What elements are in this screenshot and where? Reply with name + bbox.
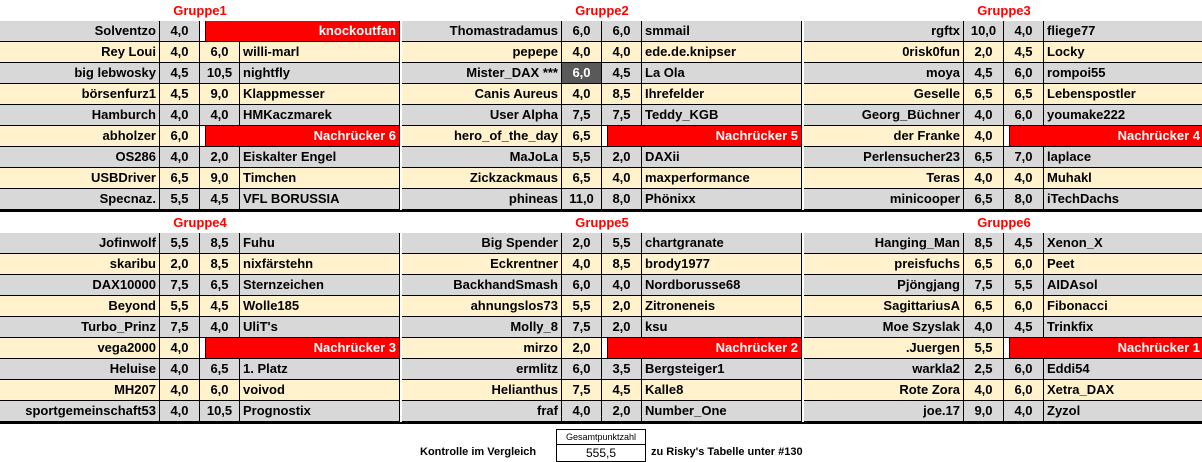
- player-name-left: minicooper: [804, 189, 964, 210]
- score-right: 4,5: [602, 380, 642, 401]
- score-left: 4,0: [160, 338, 200, 359]
- player-name-left: Heluise: [0, 359, 160, 380]
- player-name-left: SagittariusA: [804, 296, 964, 317]
- player-name-right: Prognostix: [240, 401, 400, 422]
- score-left: 5,5: [160, 233, 200, 254]
- score-left: 4,0: [160, 359, 200, 380]
- player-name-left: skaribu: [0, 254, 160, 275]
- score-left: 10,0: [964, 21, 1004, 42]
- score-left: 4,0: [562, 254, 602, 275]
- score-left: 9,0: [964, 401, 1004, 422]
- player-name-left: Teras: [804, 168, 964, 189]
- player-name-left: fraf: [402, 401, 562, 422]
- score-right: 4,0: [602, 168, 642, 189]
- player-name-right: ede.de.knipser: [642, 42, 802, 63]
- player-name-right: Muhakl: [1044, 168, 1202, 189]
- group-title: Gruppe1: [0, 0, 400, 21]
- player-name-left: Jofinwolf: [0, 233, 160, 254]
- score-right: 4,5: [1004, 42, 1044, 63]
- player-name-left: ahnungslos73: [402, 296, 562, 317]
- score-right: 5,5: [1004, 275, 1044, 296]
- player-name-left: MaJoLa: [402, 147, 562, 168]
- score-right: 8,5: [602, 84, 642, 105]
- score-left: 4,5: [160, 63, 200, 84]
- footer-note: zu Risky's Tabelle unter #130: [651, 446, 803, 458]
- group-title: Gruppe2: [402, 0, 802, 21]
- score-left: 4,0: [160, 401, 200, 422]
- score-left: 2,0: [562, 233, 602, 254]
- score-right: 2,0: [602, 147, 642, 168]
- player-name-left: USBDriver: [0, 168, 160, 189]
- player-name-left: DAX10000: [0, 275, 160, 296]
- substitute-label: Nachrücker 2: [608, 338, 802, 359]
- player-name-right: La Ola: [642, 63, 802, 84]
- player-name-right: Timchen: [240, 168, 400, 189]
- player-name-left: Canis Aureus: [402, 84, 562, 105]
- score-left: 6,5: [964, 296, 1004, 317]
- score-right: 6,0: [200, 42, 240, 63]
- player-name-right: Kalle8: [642, 380, 802, 401]
- player-name-left: Mister_DAX ***: [402, 63, 562, 84]
- score-left: 4,0: [964, 317, 1004, 338]
- score-left: 7,5: [160, 317, 200, 338]
- score-right: 7,5: [602, 105, 642, 126]
- score-left: 4,0: [562, 401, 602, 422]
- score-left: 6,0: [562, 21, 602, 42]
- score-right: 10,5: [200, 401, 240, 422]
- player-name-left: Thomastradamus: [402, 21, 562, 42]
- score-left: 4,5: [160, 84, 200, 105]
- player-name-right: Fibonacci: [1044, 296, 1202, 317]
- player-name-left: Zickzackmaus: [402, 168, 562, 189]
- player-name-right: nightfly: [240, 63, 400, 84]
- player-name-right: iTechDachs: [1044, 189, 1202, 210]
- score-right: 6,0: [1004, 296, 1044, 317]
- player-name-right: DAXii: [642, 147, 802, 168]
- score-right: 4,5: [602, 63, 642, 84]
- score-right: 4,0: [602, 42, 642, 63]
- score-left: 2,0: [160, 254, 200, 275]
- player-name-left: Turbo_Prinz: [0, 317, 160, 338]
- player-name-left: der Franke: [804, 126, 964, 147]
- player-name-right: maxperformance: [642, 168, 802, 189]
- player-name-left: abholzer: [0, 126, 160, 147]
- score-left: 6,5: [562, 126, 602, 147]
- player-name-left: 0risk0fun: [804, 42, 964, 63]
- score-right: 4,0: [1004, 401, 1044, 422]
- substitute-label: Nachrücker 6: [206, 126, 400, 147]
- player-name-left: Big Spender: [402, 233, 562, 254]
- score-right: 2,0: [602, 401, 642, 422]
- score-left: 7,5: [562, 105, 602, 126]
- player-name-left: rgftx: [804, 21, 964, 42]
- player-name-right: laplace: [1044, 147, 1202, 168]
- player-name-right: HMKaczmarek: [240, 105, 400, 126]
- player-name-left: MH207: [0, 380, 160, 401]
- score-right: 4,5: [1004, 233, 1044, 254]
- score-left: 6,5: [964, 147, 1004, 168]
- total-value: 555,5: [556, 444, 646, 462]
- score-right: 2,0: [602, 317, 642, 338]
- substitute-label: Nachrücker 3: [206, 338, 400, 359]
- player-name-left: Helianthus: [402, 380, 562, 401]
- player-name-left: ermlitz: [402, 359, 562, 380]
- player-name-left: Moe Szyslak: [804, 317, 964, 338]
- player-name-left: pepepe: [402, 42, 562, 63]
- player-name-left: Geselle: [804, 84, 964, 105]
- score-left: 4,0: [160, 42, 200, 63]
- score-left: 4,0: [160, 380, 200, 401]
- player-name-left: big lebwosky: [0, 63, 160, 84]
- player-name-right: Peet: [1044, 254, 1202, 275]
- player-name-right: voivod: [240, 380, 400, 401]
- score-right: 3,5: [602, 359, 642, 380]
- score-left: 4,5: [964, 63, 1004, 84]
- player-name-right: fliege77: [1044, 21, 1202, 42]
- player-name-left: Pjöngjang: [804, 275, 964, 296]
- player-name-right: Trinkfix: [1044, 317, 1202, 338]
- player-name-left: Georg_Büchner: [804, 105, 964, 126]
- player-name-right: Wolle185: [240, 296, 400, 317]
- score-left: 5,5: [562, 147, 602, 168]
- player-name-right: Xenon_X: [1044, 233, 1202, 254]
- total-header: Gesamtpunktzahl: [556, 429, 646, 445]
- group-title: Gruppe5: [402, 212, 802, 233]
- substitute-label: Nachrücker 1: [1010, 338, 1202, 359]
- player-name-right: nixfärstehn: [240, 254, 400, 275]
- score-left: 5,5: [160, 189, 200, 210]
- score-left: 2,0: [964, 42, 1004, 63]
- player-name-left: warkla2: [804, 359, 964, 380]
- score-left: 7,5: [562, 380, 602, 401]
- score-right: 6,0: [1004, 254, 1044, 275]
- score-right: 7,0: [1004, 147, 1044, 168]
- score-right: 6,5: [200, 275, 240, 296]
- player-name-left: Solventzo: [0, 21, 160, 42]
- score-right: 4,5: [200, 189, 240, 210]
- score-right: 6,0: [1004, 105, 1044, 126]
- player-name-right: Zyzol: [1044, 401, 1202, 422]
- score-left: 4,0: [160, 21, 200, 42]
- score-right: 5,5: [602, 233, 642, 254]
- player-name-right: rompoi55: [1044, 63, 1202, 84]
- player-name-left: Hamburch: [0, 105, 160, 126]
- score-left: 4,0: [562, 42, 602, 63]
- player-name-left: OS286: [0, 147, 160, 168]
- player-name-right: Eiskalter Engel: [240, 147, 400, 168]
- score-right: 4,5: [1004, 317, 1044, 338]
- player-name-left: moya: [804, 63, 964, 84]
- player-name-right: Klappmesser: [240, 84, 400, 105]
- score-left: 4,0: [964, 126, 1004, 147]
- score-right: 6,0: [200, 380, 240, 401]
- score-left: 4,0: [160, 105, 200, 126]
- player-name-right: Fuhu: [240, 233, 400, 254]
- score-left: 4,0: [160, 147, 200, 168]
- player-name-left: Eckrentner: [402, 254, 562, 275]
- score-left: 4,0: [562, 84, 602, 105]
- score-left: 6,5: [964, 189, 1004, 210]
- player-name-right: ksu: [642, 317, 802, 338]
- score-right: 6,0: [1004, 359, 1044, 380]
- score-left: 6,5: [562, 168, 602, 189]
- score-right: 8,5: [602, 254, 642, 275]
- player-name-left: sportgemeinschaft53: [0, 401, 160, 422]
- score-left: 5,5: [562, 296, 602, 317]
- score-right: 4,0: [200, 317, 240, 338]
- score-right: 2,0: [602, 296, 642, 317]
- player-name-left: BackhandSmash: [402, 275, 562, 296]
- score-right: 8,0: [602, 189, 642, 210]
- score-right: 6,0: [1004, 63, 1044, 84]
- score-left: 2,0: [562, 338, 602, 359]
- player-name-right: Teddy_KGB: [642, 105, 802, 126]
- player-name-right: Number_One: [642, 401, 802, 422]
- player-name-right: VFL BORUSSIA: [240, 189, 400, 210]
- player-name-left: preisfuchs: [804, 254, 964, 275]
- score-left: 6,5: [160, 168, 200, 189]
- score-right: 9,0: [200, 168, 240, 189]
- score-right: 4,0: [200, 105, 240, 126]
- player-name-right: Lebenspostler: [1044, 84, 1202, 105]
- player-name-left: joe.17: [804, 401, 964, 422]
- score-right: 8,5: [200, 254, 240, 275]
- player-name-right: chartgranate: [642, 233, 802, 254]
- score-left: 6,0: [562, 63, 602, 84]
- player-name-left: Molly_8: [402, 317, 562, 338]
- group-title: Gruppe4: [0, 212, 400, 233]
- score-left: 8,5: [964, 233, 1004, 254]
- score-left: 4,0: [964, 105, 1004, 126]
- score-right: 6,5: [1004, 84, 1044, 105]
- player-name-right: Phönixx: [642, 189, 802, 210]
- score-right: 8,5: [200, 233, 240, 254]
- score-right: 4,0: [1004, 21, 1044, 42]
- player-name-left: Rey Loui: [0, 42, 160, 63]
- score-right: 6,0: [1004, 380, 1044, 401]
- score-left: 6,5: [964, 254, 1004, 275]
- score-left: 7,5: [562, 317, 602, 338]
- player-name-left: .Juergen: [804, 338, 964, 359]
- player-name-left: User Alpha: [402, 105, 562, 126]
- score-right: 6,5: [200, 359, 240, 380]
- substitute-label: knockoutfan: [206, 21, 400, 42]
- player-name-right: 1. Platz: [240, 359, 400, 380]
- player-name-right: Nordborusse68: [642, 275, 802, 296]
- player-name-right: youmake222: [1044, 105, 1202, 126]
- player-name-right: Xetra_DAX: [1044, 380, 1202, 401]
- player-name-right: Eddi54: [1044, 359, 1202, 380]
- player-name-right: Sternzeichen: [240, 275, 400, 296]
- score-right: 2,0: [200, 147, 240, 168]
- player-name-left: Perlensucher23: [804, 147, 964, 168]
- score-left: 11,0: [562, 189, 602, 210]
- player-name-right: willi-marl: [240, 42, 400, 63]
- player-name-right: brody1977: [642, 254, 802, 275]
- substitute-label: Nachrücker 5: [608, 126, 802, 147]
- group-title: Gruppe6: [804, 212, 1202, 233]
- score-right: 8,0: [1004, 189, 1044, 210]
- group-title: Gruppe3: [804, 0, 1202, 21]
- player-name-left: Hanging_Man: [804, 233, 964, 254]
- player-name-right: smmail: [642, 21, 802, 42]
- player-name-left: Beyond: [0, 296, 160, 317]
- score-right: 4,0: [602, 275, 642, 296]
- player-name-left: mirzo: [402, 338, 562, 359]
- player-name-left: Specnaz.: [0, 189, 160, 210]
- score-left: 5,5: [160, 296, 200, 317]
- player-name-right: AIDAsol: [1044, 275, 1202, 296]
- score-left: 2,5: [964, 359, 1004, 380]
- score-left: 6,0: [562, 359, 602, 380]
- player-name-left: Rote Zora: [804, 380, 964, 401]
- score-right: 10,5: [200, 63, 240, 84]
- score-left: 6,0: [160, 126, 200, 147]
- player-name-right: Locky: [1044, 42, 1202, 63]
- score-left: 4,0: [964, 168, 1004, 189]
- player-name-right: Ihrefelder: [642, 84, 802, 105]
- substitute-label: Nachrücker 4: [1010, 126, 1202, 147]
- player-name-left: phineas: [402, 189, 562, 210]
- score-left: 4,0: [964, 380, 1004, 401]
- score-left: 7,5: [160, 275, 200, 296]
- player-name-right: UliT's: [240, 317, 400, 338]
- block-separator: [0, 422, 1202, 424]
- score-left: 6,5: [964, 84, 1004, 105]
- player-name-right: Zitroneneis: [642, 296, 802, 317]
- score-right: 6,0: [602, 21, 642, 42]
- score-right: 4,5: [200, 296, 240, 317]
- score-right: 9,0: [200, 84, 240, 105]
- player-name-left: börsenfurz1: [0, 84, 160, 105]
- player-name-right: Bergsteiger1: [642, 359, 802, 380]
- player-name-left: hero_of_the_day: [402, 126, 562, 147]
- player-name-left: vega2000: [0, 338, 160, 359]
- score-right: 4,0: [1004, 168, 1044, 189]
- score-left: 7,5: [964, 275, 1004, 296]
- score-left: 5,5: [964, 338, 1004, 359]
- footer-label: Kontrolle im Vergleich: [420, 446, 537, 458]
- score-left: 6,0: [562, 275, 602, 296]
